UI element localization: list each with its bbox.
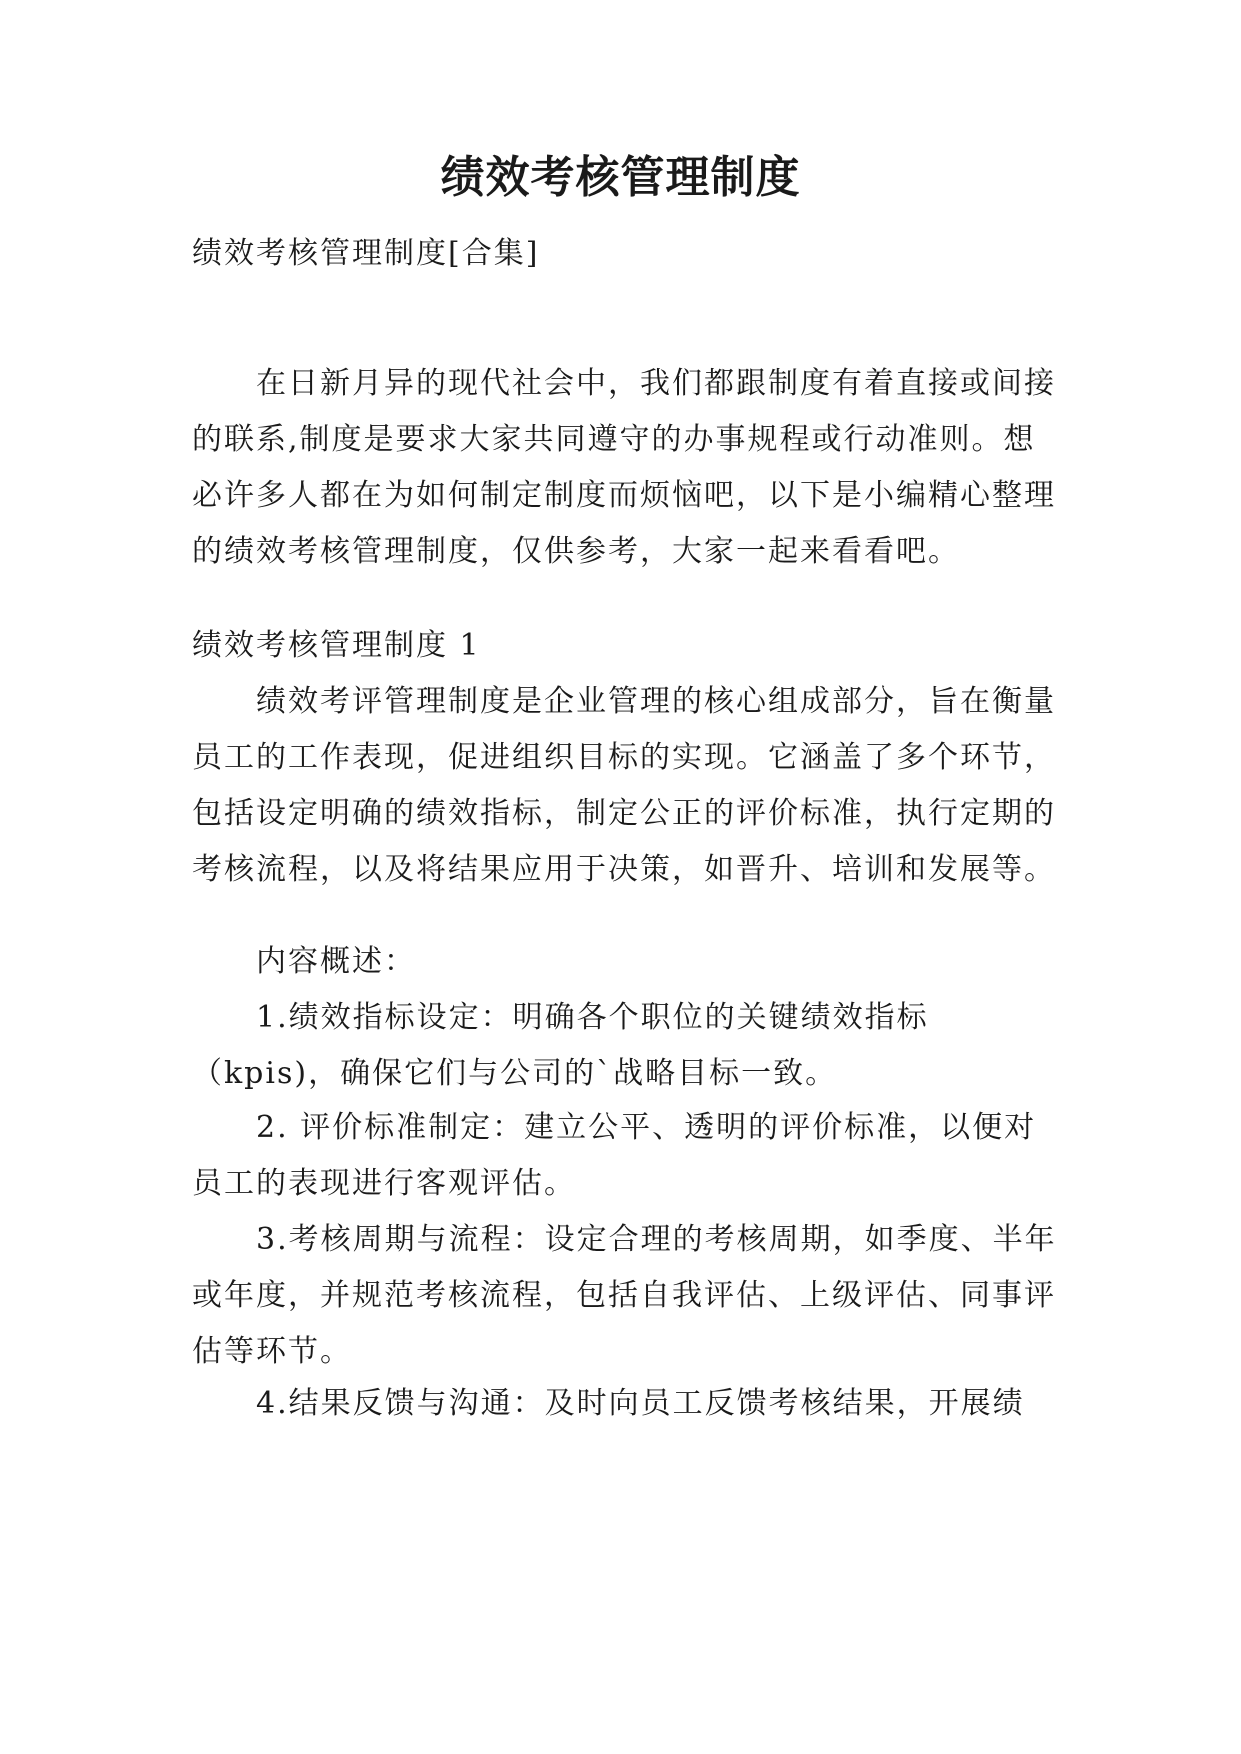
section-paragraph: 绩效考评管理制度是企业管理的核心组成部分，旨在衡量员工的工作表现，促进组织目标的实现。它涵盖了多个环节，包括设定明确的绩效指标，制定公正的评价标准，执行定期的考核流程，以及将结果应用于决策，如晋升、培训和发展等。 <box>192 684 1056 887</box>
list-item: 4.结果反馈与沟通：及时向员工反馈考核结果，开展绩 <box>256 1386 1025 1421</box>
overview-label: 内容概述： <box>256 944 416 979</box>
list-item: 1.绩效指标设定：明确各个职位的关键绩效指标（kpis)，确保它们与公司的`战略目标一致。 <box>192 1000 929 1091</box>
intro-paragraph: 在日新月异的现代社会中，我们都跟制度有着直接或间接的联系,制度是要求大家共同遵守的办事规程或行动准则。想必许多人都在为如何制定制度而烦恼吧，以下是小编精心整理的绩效考核管理制度，仅供参考，大家一起来看看吧。 <box>192 366 1056 569</box>
list-item: 2. 评价标准制定：建立公平、透明的评价标准，以便对员工的表现进行客观评估。 <box>192 1110 1037 1201</box>
section-heading: 绩效考核管理制度 1 <box>192 628 481 663</box>
document-title: 绩效考核管理制度 <box>440 152 801 203</box>
document-subtitle: 绩效考核管理制度[合集] <box>192 236 540 271</box>
list-item: 3.考核周期与流程：设定合理的考核周期，如季度、半年或年度，并规范考核流程，包括自我评估、上级评估、同事评估等环节。 <box>192 1222 1057 1369</box>
